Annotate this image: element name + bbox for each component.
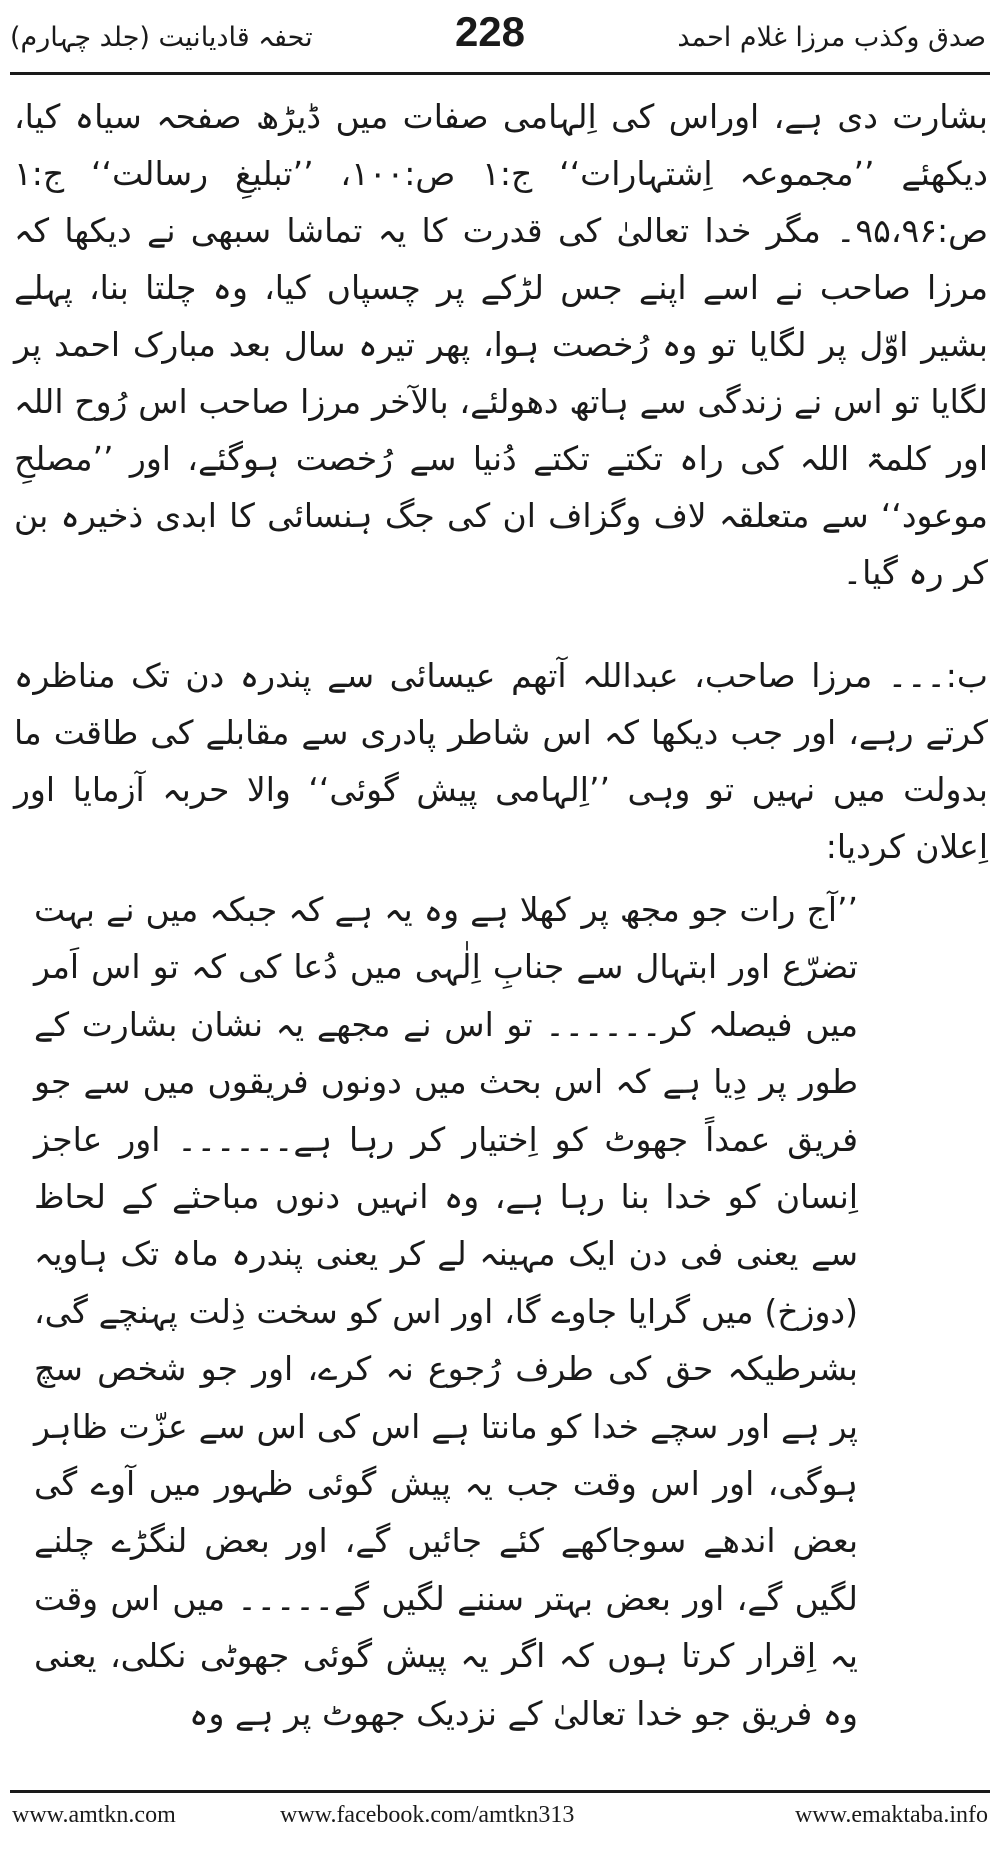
footer-link-facebook[interactable]: www.facebook.com/amtkn313 <box>280 1802 575 1828</box>
page-number: 228 <box>454 8 526 55</box>
page-header <box>0 0 1000 70</box>
footer-link-emaktaba[interactable]: www.emaktaba.info <box>794 1802 988 1828</box>
page-footer <box>0 1790 1000 1840</box>
block-quote: ’’آج رات جو مجھ پر کھلا ہے وہ یہ ہے کہ جبکہ میں نے بہت تضرّع اور ابتہال سے جنابِ اِلٰہی میں دُعا کی کہ تو اس اَمر میں فیصلہ کر۔۔۔۔۔۔ تو اس نے مجھے یہ نشان بشارت کے طور پر دِیا ہے کہ اس بحث میں دونوں فریقوں میں سے جو فریق عمداً جھوٹ کو اِختیار کر رہا ہے۔۔۔۔۔۔ اور عاجز اِنسان کو خدا بنا رہا ہے، وہ انہیں دنوں مباحثے کے لحاظ سے یعنی فی دن ایک مہینہ لے کر یعنی پندرہ ماہ تک ہاویہ (دوزخ) میں گرایا جاوے گا، اور اس کو سخت ذِلت پہنچے گی، بشرطیکہ حق کی طرف رُجوع نہ کرے، اور جو شخص سچ پر ہے اور سچے خدا کو مانتا ہے اس کی اس سے عزّت ظاہر ہوگی، اور اس وقت جب یہ پیش گوئی ظہور میں آوے گی بعض اندھے سوجاکھے کئے جائیں گے، اور بعض لنگڑے چلنے لگیں گے، اور بعض بہتر سننے لگیں گے۔۔۔۔۔ میں اس وقت یہ اِقرار کرتا ہوں کہ اگر یہ پیش گوئی جھوٹی نکلی، یعنی وہ فریق جو خدا تعالیٰ کے نزدیک جھوٹ پر ہے وہ <box>34 890 858 1733</box>
paragraph-2: ب:۔۔۔ مرزا صاحب، عبداللہ آتھم عیسائی سے پندرہ دن تک مناظرہ کرتے رہے، اور جب دیکھا کہ اس شاطر پادری سے مقابلے کی طاقت ما بدولت میں نہیں تو وہی ’’اِلہامی پیش گوئی‘‘ والا حربہ آزمایا اور اِعلان کردیا: <box>14 656 988 866</box>
chapter-title: صدق وکذب مرزا غلام احمد <box>677 22 986 53</box>
header-divider <box>10 72 990 75</box>
book-title: تحفہ قادیانیت (جلد چہارم) <box>10 22 313 53</box>
paragraph-1: بشارت دی ہے، اوراس کی اِلہامی صفات میں ڈیڑھ صفحہ سیاہ کیا، دیکھئے ’’مجموعہ اِشتہارات‘‘ ج:۱ ص:۱۰۰، ’’تبلیغِ رسالت‘‘ ج:۱ ص:۹۵،۹۶۔ مگر خدا تعالیٰ کی قدرت کا یہ تماشا سبھی نے دیکھا کہ مرزا صاحب نے اسے اپنے جس لڑکے پر چسپاں کیا، وہ چلتا بنا، پہلے بشیر اوّل پر لگایا تو وہ رُخصت ہوا، پھر تیرہ سال بعد مبارک احمد پر لگایا تو اس نے زندگی سے ہاتھ دھولئے، بالآخر مرزا صاحب اس رُوح اللہ اور کلمۃ اللہ کی راہ تکتے تکتے دُنیا سے رُخصت ہوگئے، اور ’’مصلحِ موعود‘‘ سے متعلقہ لاف وگزاف ان کی جگ ہنسائی کا ابدی ذخیرہ بن کر رہ گیا۔ <box>14 97 988 592</box>
footer-link-amtkn[interactable]: www.amtkn.com <box>12 1802 176 1828</box>
footer-divider <box>10 1790 990 1793</box>
page-body <box>14 88 988 1742</box>
